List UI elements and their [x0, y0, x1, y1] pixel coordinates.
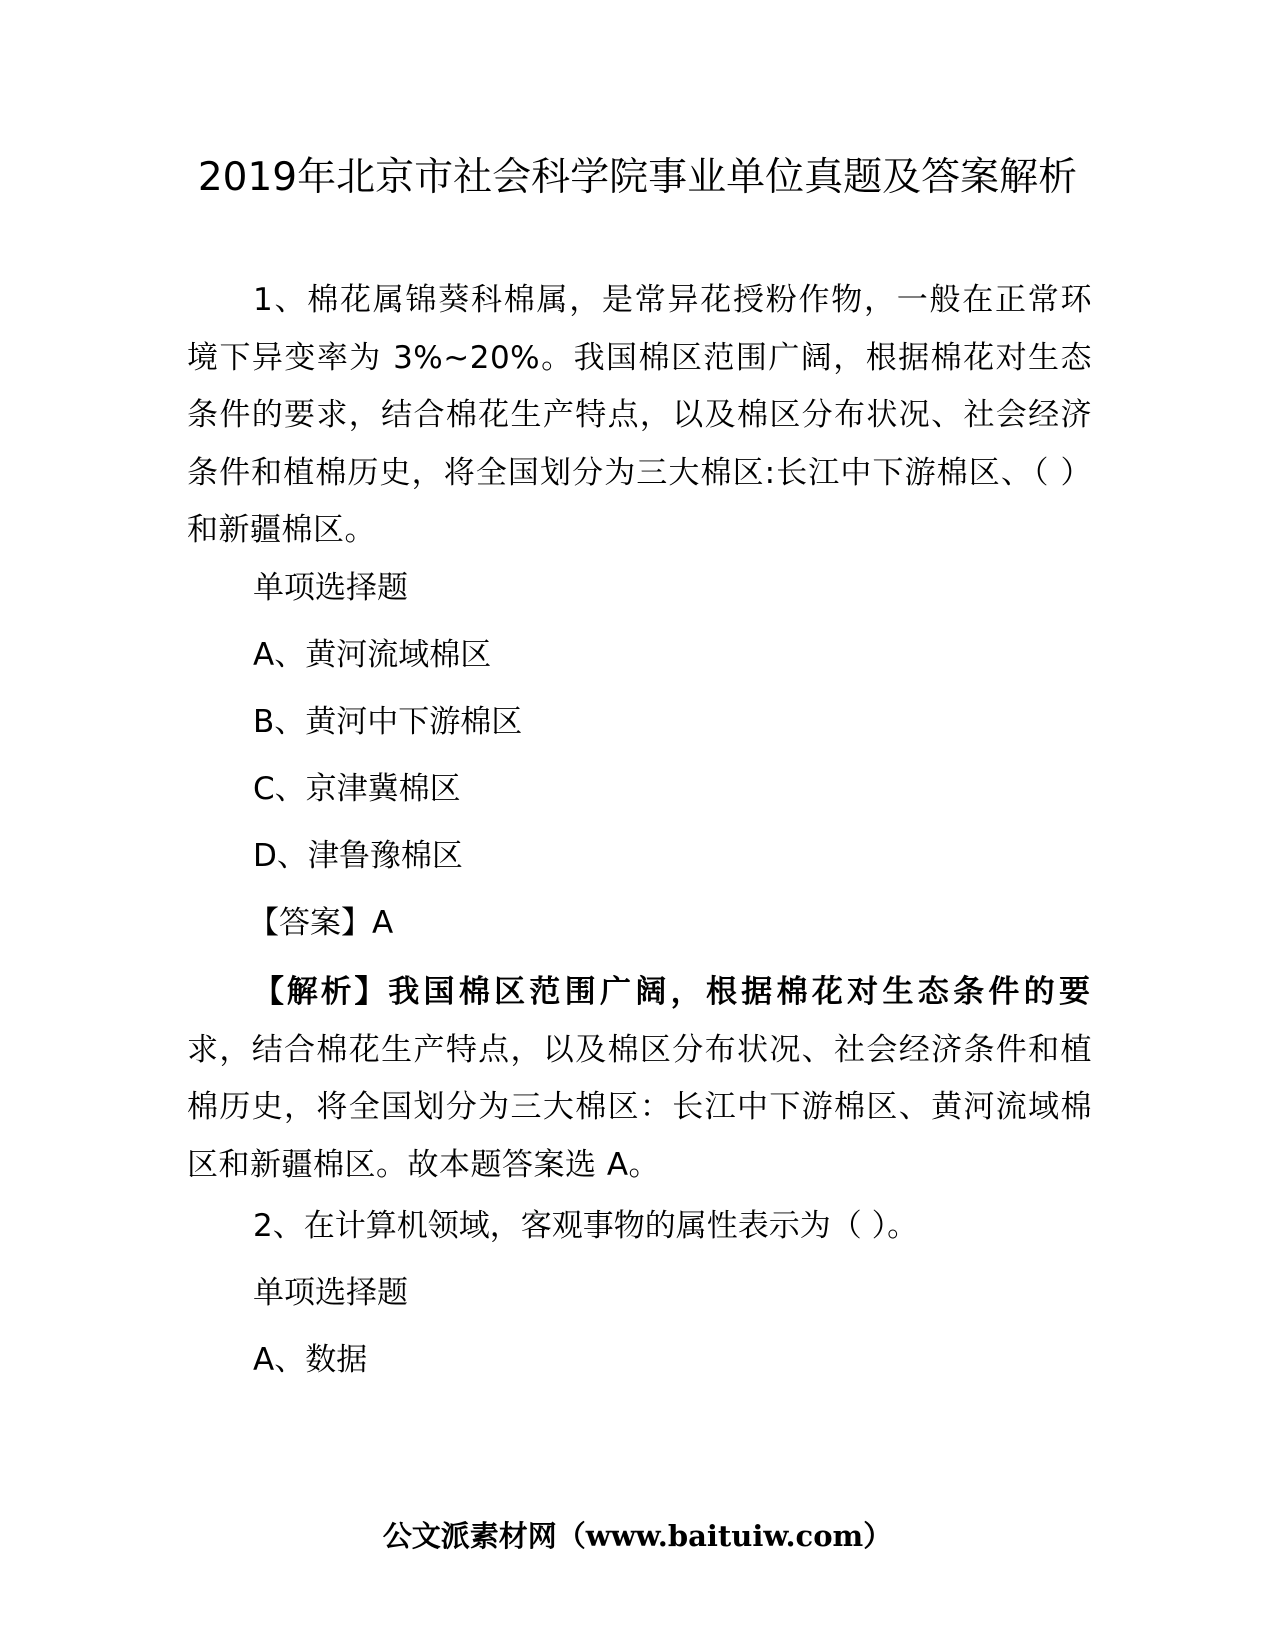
page-footer: 公文派素材网（www.baituiw.com）: [382, 1519, 893, 1553]
question-1-option-b: B、黄河中下游棉区: [253, 704, 523, 740]
question-1-type: 单项选择题: [253, 570, 408, 606]
question-1-stem: 1、棉花属锦葵科棉属，是常异花授粉作物，一般在正常环境下异变率为 3%~20%。我国棉区范围广阔，根据棉花对生态条件的要求，结合棉花生产特点，以及棉区分布状况、社会经济条件和植棉历史，将全国划分为三大棉区:长江中下游棉区、（ ）和新疆棉区。: [187, 282, 1092, 548]
question-1-option-c: C、京津冀棉区: [253, 771, 461, 807]
question-1-option-d: D、津鲁豫棉区: [253, 838, 463, 874]
question-2-option-a: A、数据: [253, 1342, 368, 1378]
document-title: 2019年北京市社会科学院事业单位真题及答案解析: [197, 155, 1078, 200]
question-2-type: 单项选择题: [253, 1275, 408, 1311]
analysis-lead-text: 我国棉区范围广阔，根据棉花对生态条件的要: [388, 974, 1092, 1010]
analysis-body-text: 求，结合棉花生产特点，以及棉区分布状况、社会经济条件和植棉历史，将全国划分为三大棉区：长江中下游棉区、黄河流域棉区和新疆棉区。故本题答案选 A。: [187, 1031, 1092, 1183]
question-1-analysis: [187, 964, 1092, 1194]
question-1-option-a: A、黄河流域棉区: [253, 637, 492, 673]
question-1-answer: 【答案】A: [248, 905, 394, 941]
question-2-stem: 2、在计算机领域，客观事物的属性表示为（ ）。: [253, 1208, 919, 1244]
analysis-label: 【解析】: [253, 974, 389, 1010]
